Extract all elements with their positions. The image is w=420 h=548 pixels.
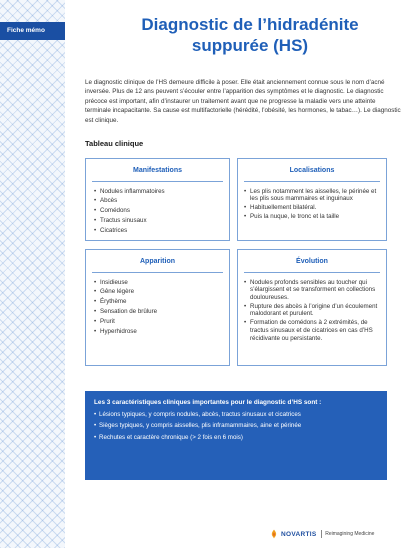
card-localisations [237,158,387,241]
key-characteristics-list [94,411,379,442]
brand-name: NOVARTIS [281,530,317,538]
list-item: • Rupture des abcès à l’origine d’un écoulement malodorant et purulent. [244,303,378,318]
list-item: • Insidieuse [94,279,221,288]
list-item: • Formation de comédons à 2 extrémités, de tractus sinusaux et de cicatrices en cas d’HS récidivante ou persistante. [244,319,378,342]
list-item: • Cicatrices [94,227,221,236]
list-item: • Rechutes et caractère chronique (> 2 fois en 6 mois) [94,434,379,442]
decorative-sidebar-pattern [0,0,65,548]
card-title-manifestations: Manifestations [132,167,182,174]
manifestations-list [94,188,221,236]
list-item: • Abcès [94,197,221,206]
list-item: • Sensation de brûlure [94,308,221,317]
card-evolution [237,249,387,366]
localisations-list [244,188,378,222]
card-manifestations [85,158,230,241]
list-item: • Les plis notamment les aisselles, le périnée et les plis sous mammaires et inguinaux [244,188,378,204]
list-item: • Hyperhidrose [94,328,221,337]
card-title-apparition: Apparition [140,258,175,265]
page-title-line1: Diagnostic de l’hidradénite [141,15,359,34]
card-apparition [85,249,230,366]
card-divider [244,181,380,182]
key-characteristics-title: Les 3 caractéristiques cliniques importantes pour le diagnostic d’HS sont : [94,399,322,406]
list-item: • Lésions typiques, y compris nodules, abcès, tractus sinusaux et cicatrices [94,411,379,419]
page-title-line2: suppurée (HS) [191,36,309,55]
card-divider [92,181,223,182]
list-item: • Tractus sinusaux [94,217,221,226]
card-title-localisations: Localisations [289,167,335,174]
key-characteristics-box [85,391,387,480]
clinical-table-heading: Tableau clinique [85,139,144,148]
footer-divider [321,530,322,538]
card-title-evolution: Évolution [296,258,328,265]
list-item: • Gêne légère [94,288,221,297]
list-item: • Prurit [94,318,221,327]
footer-logo [270,528,410,540]
list-item: • Érythème [94,298,221,307]
card-divider [92,272,223,273]
intro-paragraph: Le diagnostic clinique de l’HS demeure difficile à poser. Elle était anciennement connue sous le nom d’acné inversée. Plus de 12 ans peuvent s’écouler entre l’apparition des symptômes et le diagnostic. Le diagnostic précoce est important, afin d’instaurer un traitement avant que ne progresse la maladie vers une atteinte terminale incapacitante. Sa cause est multifactorielle (hérédité, l’obésité, les hormones, le tabac…). Le diagnostic est clinique. [85,79,401,124]
list-item: • Puis la nuque, le tronc et la taille [244,213,378,221]
card-divider [244,272,380,273]
list-item: • Nodules profonds sensibles au toucher qui s’élargissent et se transforment en collections douloureuses. [244,279,378,302]
evolution-list [244,279,378,343]
list-item: • Nodules inflammatoires [94,188,221,197]
document-type-tag: Fiche mémo [0,22,65,40]
list-item: • Habituellement bilatéral. [244,204,378,212]
brand-tagline: Reimagining Medicine [325,531,375,537]
page-title [100,14,400,56]
list-item: • Comédons [94,207,221,216]
apparition-list [94,279,221,337]
novartis-flame-icon [270,529,278,539]
list-item: • Sièges typiques, y compris aisselles, plis inframammaires, aine et périnée [94,422,379,430]
